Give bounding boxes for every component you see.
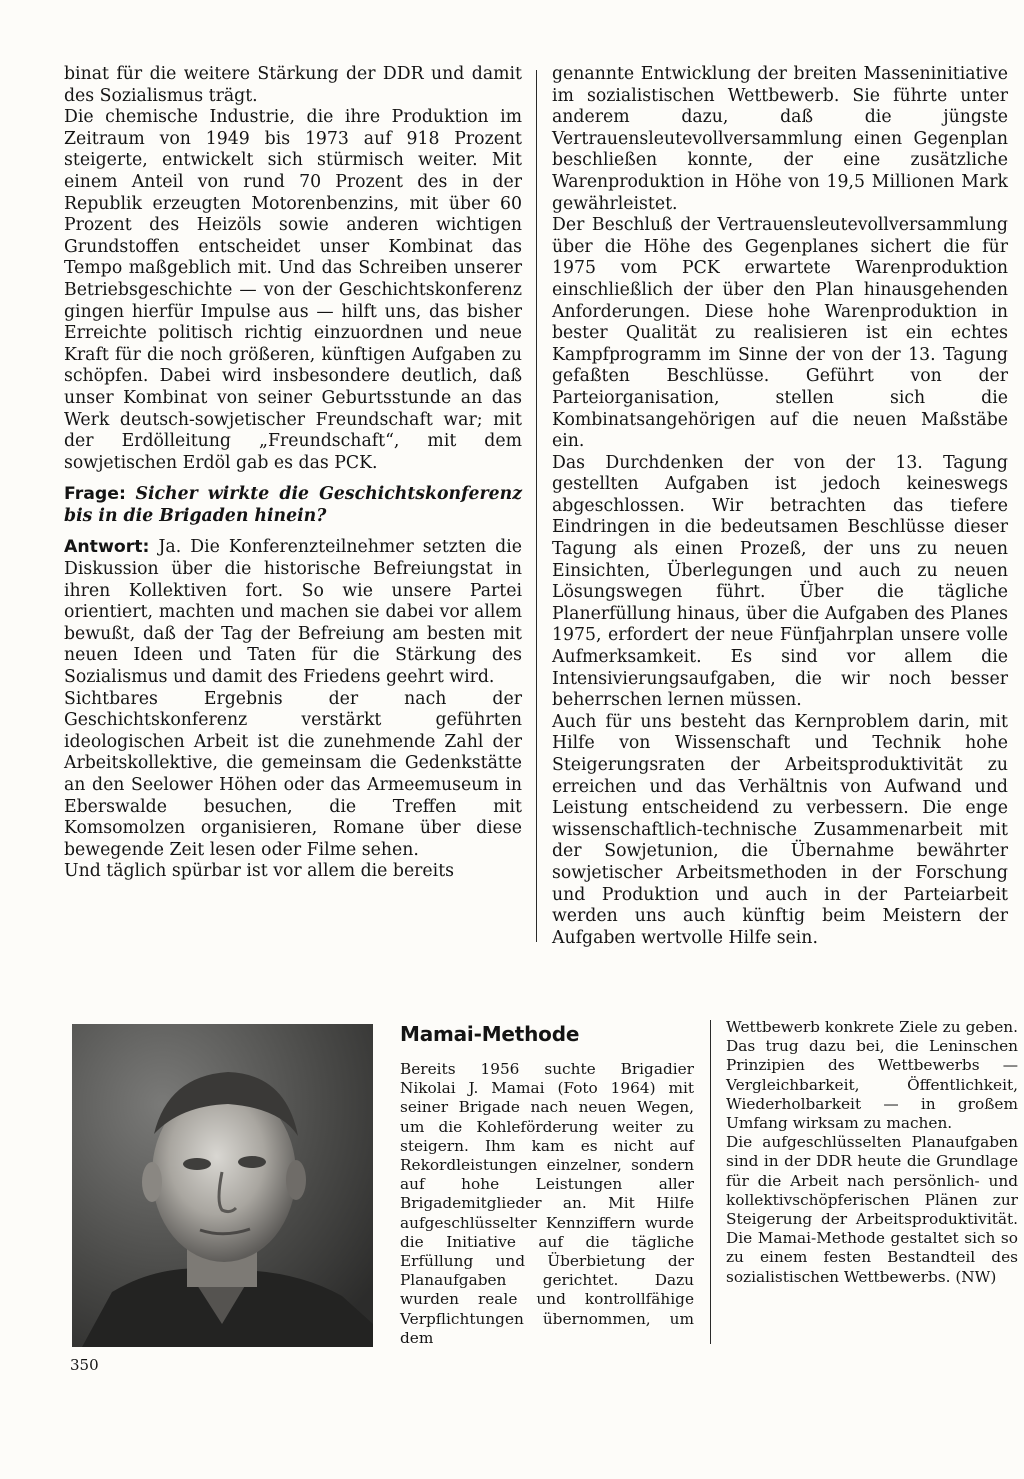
portrait-photo	[72, 1024, 373, 1347]
column-divider	[536, 70, 537, 942]
interview-answer	[64, 537, 522, 688]
paragraph: Wettbewerb konkrete Ziele zu geben. Das trug dazu bei, die Leninschen Prinzipien des Wettbewerbs — Vergleichbarkeit, Öffentlichkeit, Wiederholbarkeit — in großem Umfang wirksam zu machen.	[726, 1018, 1018, 1133]
question-text: Sicher wirkte die Geschichtskonferenz bis in die Brigaden hinein?	[64, 484, 523, 526]
paragraph: Die aufgeschlüsselten Planaufgaben sind in der DDR heute die Grundlage für die Arbeit nach persönlich- und kollektivschöpferischen Plänen zur Steigerung der Arbeitsproduktivität. Die Mamai-Methode gestaltet sich so zu einem festen Bestandteil des sozialistischen Wettbewerbs. (NW)	[726, 1133, 1018, 1286]
paragraph: binat für die weitere Stärkung der DDR und damit des Sozialismus trägt.	[64, 64, 522, 106]
article-title: Mamai-Methode	[400, 1022, 580, 1046]
column-divider	[710, 1020, 711, 1344]
paragraph: Sichtbares Ergebnis der nach der Geschichtskonferenz verstärkt geführten ideologischen Arbeit ist die zunehmende Zahl der Arbeitskollektive, die gemeinsam die Gedenkstätte an den Seelower Höhen oder das Armeemuseum in Eberswalde besuchen, die Treffen mit Komsomolzen organisieren, Romane über diese bewegende Zeit lesen oder Filme sehen.	[64, 688, 522, 860]
paragraph: Auch für uns besteht das Kernproblem darin, mit Hilfe von Wissenschaft und Technik hohe Steigerungsraten der Arbeitsproduktivität zu erreichen und das Verhältnis von Aufwand und Leistung entscheidend zu verbessern. Die enge wissenschaftlich-technische Zusammenarbeit mit der Sowjetunion, die Übernahme bewährter sowjetischer Arbeitsmethoden in der Forschung und Produktion und auch in der Parteiarbeit werden uns auch künftig beim Meistern der Aufgaben wertvolle Hilfe sein.	[552, 711, 1008, 948]
page-number: 350	[70, 1356, 99, 1374]
paragraph: Das Durchdenken der von der 13. Tagung gestellten Aufgaben ist jedoch keineswegs abgeschlossen. Wir betrachten das tiefere Eindringen in die bedeutsamen Beschlüsse dieser Tagung als einen Prozeß, der uns zu neuen Einsichten, Überlegungen und auch zu neuen Lösungswegen führt. Über die tägliche Planerfüllung hinaus, über die Aufgaben des Planes 1975, erfordert der neue Fünfjahrplan unsere volle Aufmerksamkeit. Es sind vor allem die Intensivierungsaufgaben, die wir noch besser beherrschen lernen müssen.	[552, 452, 1008, 711]
paragraph: Der Beschluß der Vertrauensleutevollversammlung über die Höhe des Gegenplanes sichert die für 1975 vom PCK erwartete Warenproduktion einschließlich der über den Plan hinausgehenden Anforderungen. Diese hohe Warenproduktion in bester Qualität zu realisieren ist ein echtes Kampfprogramm im Sinne der von der 13. Tagung gefaßten Beschlüsse. Geführt von der Parteiorganisation, stellen sich die Kombinatsangehörigen auf die neuen Maßstäbe ein.	[552, 215, 1008, 452]
article-column-left	[400, 1060, 694, 1348]
interview-question	[64, 484, 522, 527]
answer-label: Antwort:	[64, 537, 150, 558]
article-column-right	[726, 1018, 1018, 1287]
paragraph: Bereits 1956 suchte Brigadier Nikolai J. Mamai (Foto 1964) mit seiner Brigade nach neuen Wegen, um die Kohleförderung weiter zu steigern. Ihm kam es nicht auf Rekordleistungen einzelner, sondern auf hohe Leistungen aller Brigademitglieder an. Mit Hilfe aufgeschlüsselter Kennziffern wurde die Initiative auf die tägliche Erfüllung und Überbietung der Planaufgaben gerichtet. Dazu wurden reale und kontrollfähige Verpflichtungen übernommen, um dem	[400, 1060, 694, 1347]
left-text-column	[64, 64, 522, 883]
question-label: Frage:	[64, 484, 126, 505]
paragraph: Und täglich spürbar ist vor allem die bereits	[64, 861, 455, 882]
paragraph: genannte Entwicklung der breiten Masseninitiative im sozialistischen Wettbewerb. Sie führte unter anderem dazu, daß die jüngste Vertrauensleutevollversammlung einen Gegenplan beschließen konnte, der eine zusätzliche Warenproduktion in Höhe von 19,5 Millionen Mark gewährleistet.	[552, 64, 1008, 214]
answer-text: Ja. Die Konferenzteilnehmer setzten die Diskussion über die historische Befreiungstat in ihren Kollektiven fort. So wie unsere Partei orientiert, machten und machen sie dabei vor allem bewußt, daß der Tag der Befreiung am besten mit neuen Ideen und Taten für die Stärkung des Sozialismus und damit des Friedens geehrt wird.	[64, 537, 522, 688]
right-text-column	[552, 64, 1008, 949]
paragraph: Die chemische Industrie, die ihre Produktion im Zeitraum von 1949 bis 1973 auf 918 Prozent steigerte, entwickelt sich stürmisch weiter. Mit einem Anteil von rund 70 Prozent des in der Republik erzeugten Motorenbenzins, mit über 60 Prozent des Heizöls sowie anderen wichtigen Grundstoffen entscheidet unser Kombinat das Tempo maßgeblich mit. Und das Schreiben unserer Betriebsgeschichte — von der Geschichtskonferenz gingen hierfür Impulse aus — hilft uns, das bisher Erreichte politisch richtig einzuordnen und neue Kraft für die noch größeren, künftigen Aufgaben zu schöpfen. Dabei wird insbesondere deutlich, daß unser Kombinat von seiner Geburtsstunde an das Werk deutsch-sowjetischer Freundschaft war; mit der Erdölleitung „Freundschaft“, mit dem sowjetischen Erdöl gab es das PCK.	[64, 107, 522, 473]
